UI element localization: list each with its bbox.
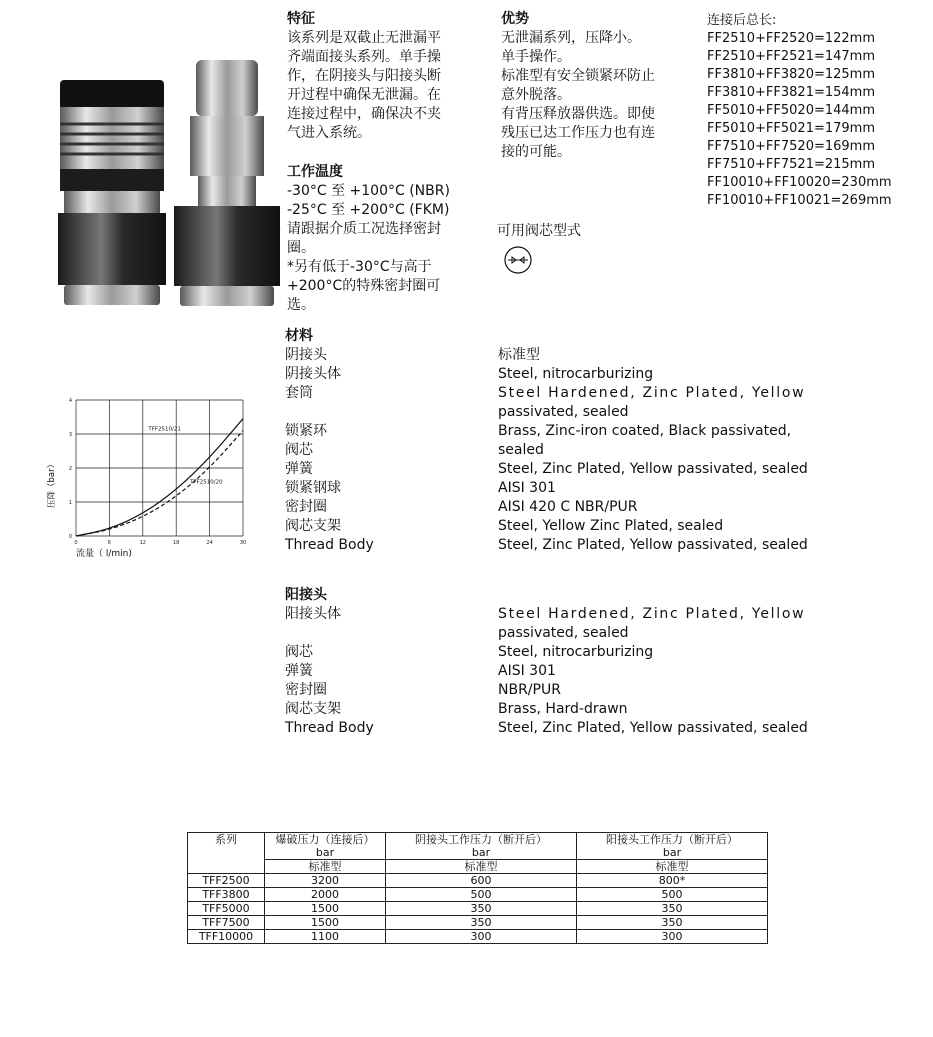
length-line: FF2510+FF2520=122mm (707, 31, 876, 46)
material-name: 阴接头体 (285, 366, 341, 382)
table-cell: 350 (386, 916, 577, 930)
material-name: Thread Body (285, 720, 374, 736)
table-header-cell: 爆破压力（连接后） (265, 833, 386, 847)
table-cell: 3200 (265, 874, 386, 888)
features-title: 特征 (287, 11, 315, 27)
table-subheader-cell: 标准型 (265, 860, 386, 874)
material-name: 锁紧钢球 (285, 480, 341, 496)
table-unit-cell: bar (386, 846, 577, 860)
material-name: 弹簧 (285, 461, 313, 477)
y-tick-label: 3 (68, 432, 72, 438)
table-cell: TFF7500 (188, 916, 265, 930)
table-cell: TFF5000 (188, 902, 265, 916)
x-tick-label: 6 (107, 540, 111, 546)
features-line: 连接过程中，确保决不夹 (287, 106, 441, 122)
advantages-line: 标准型有安全锁紧环防止 (501, 68, 655, 84)
material-value: NBR/PUR (498, 682, 561, 698)
series-label: TFF2510/20 (190, 479, 223, 486)
material-name: 阀芯支架 (285, 701, 341, 717)
temperature-line: -25°C 至 +200°C (FKM) (287, 202, 450, 218)
table-cell: 2000 (265, 888, 386, 902)
female-title: 阴接头 (285, 347, 327, 363)
table-cell: TFF2500 (188, 874, 265, 888)
temperature-line: 圈。 (287, 240, 315, 256)
table-header-cell: 阴接头工作压力（断开后） (386, 833, 577, 847)
material-value: Steel, Yellow Zinc Plated, sealed (498, 518, 724, 534)
temperature-title: 工作温度 (287, 164, 343, 180)
advantages-section (501, 10, 655, 162)
total-length-title: 连接后总长: (707, 13, 777, 28)
pressure-drop-chart (40, 390, 255, 575)
y-tick-label: 0 (68, 534, 72, 540)
material-value: Steel Hardened, Zinc Plated, Yellow (498, 606, 806, 622)
table-row (188, 874, 768, 888)
material-value-cont: passivated, sealed (498, 625, 629, 641)
table-row (188, 902, 768, 916)
table-cell: 800* (577, 874, 768, 888)
material-value: AISI 420 C NBR/PUR (498, 499, 638, 515)
y-tick-label: 1 (68, 500, 72, 506)
x-tick-label: 0 (74, 540, 78, 546)
material-value: Brass, Hard-drawn (498, 701, 628, 717)
material-value: Steel, nitrocarburizing (498, 366, 654, 382)
length-line: FF10010+FF10020=230mm (707, 175, 892, 190)
length-line: FF2510+FF2521=147mm (707, 49, 876, 64)
length-line: FF5010+FF5021=179mm (707, 121, 876, 136)
material-name: Thread Body (285, 537, 374, 553)
material-value: Steel, Zinc Plated, Yellow passivated, sealed (498, 461, 808, 477)
temperature-line: -30°C 至 +100°C (NBR) (287, 183, 450, 199)
table-cell: 1500 (265, 902, 386, 916)
pressure-table (187, 832, 768, 944)
table-row (188, 888, 768, 902)
y-tick-label: 4 (68, 398, 72, 404)
y-tick-label: 2 (68, 466, 72, 472)
features-section (287, 10, 441, 143)
material-value: AISI 301 (498, 480, 556, 496)
material-name: 阀芯支架 (285, 518, 341, 534)
advantages-line: 单手操作。 (501, 49, 571, 65)
table-cell: 500 (577, 888, 768, 902)
table-cell: 300 (577, 930, 768, 944)
length-line: FF7510+FF7521=215mm (707, 157, 876, 172)
advantages-line: 无泄漏系列，压降小。 (501, 30, 641, 46)
series-line (76, 419, 243, 536)
features-line: 该系列是双截止无泄漏平 (287, 30, 441, 46)
table-unit-cell: bar (265, 846, 386, 860)
table-cell: 1500 (265, 916, 386, 930)
female-type-label: 标准型 (498, 347, 540, 363)
materials-section (285, 327, 925, 747)
material-name: 阀芯 (285, 442, 313, 458)
length-line: FF3810+FF3821=154mm (707, 85, 876, 100)
table-header-cell: 系列 (188, 833, 265, 847)
material-name: 套筒 (285, 385, 313, 401)
table-cell: 350 (386, 902, 577, 916)
material-value: Brass, Zinc-iron coated, Black passivated, (498, 423, 792, 439)
table-cell: 1100 (265, 930, 386, 944)
table-unit-cell (188, 846, 265, 860)
material-value-cont: passivated, sealed (498, 404, 629, 420)
material-value: Steel, Zinc Plated, Yellow passivated, sealed (498, 537, 808, 553)
table-cell: 300 (386, 930, 577, 944)
features-line: 齐端面接头系列。单手操 (287, 49, 441, 65)
advantages-line: 残压已达工作压力也有连 (501, 125, 655, 141)
length-line: FF3810+FF3820=125mm (707, 67, 876, 82)
temperature-line: +200°C的特殊密封圈可 (287, 278, 441, 294)
length-line: FF5010+FF5020=144mm (707, 103, 876, 118)
table-cell: TFF3800 (188, 888, 265, 902)
material-name: 阀芯 (285, 644, 313, 660)
material-value: Steel Hardened, Zinc Plated, Yellow (498, 385, 806, 401)
flat-face-valve-icon (503, 245, 533, 275)
table-cell: 350 (577, 916, 768, 930)
x-tick-label: 24 (206, 540, 213, 546)
table-row (188, 930, 768, 944)
male-title: 阳接头 (285, 587, 327, 603)
temperature-line: 请跟据介质工况选择密封 (287, 221, 441, 237)
table-row (188, 916, 768, 930)
temperature-line: *另有低于-30°C与高于 (287, 259, 432, 275)
total-length-section (707, 12, 892, 210)
length-line: FF7510+FF7520=169mm (707, 139, 876, 154)
table-subheader-cell: 标准型 (577, 860, 768, 874)
features-line: 作，在阴接头与阳接头断 (287, 68, 441, 84)
material-name: 锁紧环 (285, 423, 327, 439)
temperature-line: 选。 (287, 297, 315, 313)
x-tick-label: 12 (139, 540, 146, 546)
material-name: 弹簧 (285, 663, 313, 679)
features-line: 开过程中确保无泄漏。在 (287, 87, 441, 103)
table-subheader-cell (188, 860, 265, 874)
material-value: AISI 301 (498, 663, 556, 679)
table-header-cell: 阳接头工作压力（断开后） (577, 833, 768, 847)
advantages-line: 意外脱落。 (501, 87, 571, 103)
temperature-section (287, 163, 450, 315)
x-tick-label: 18 (173, 540, 180, 546)
features-line: 气进入系统。 (287, 125, 371, 141)
advantages-title: 优势 (501, 11, 529, 27)
table-subheader-cell: 标准型 (386, 860, 577, 874)
material-value: Steel, Zinc Plated, Yellow passivated, sealed (498, 720, 808, 736)
advantages-line: 有背压释放器供选。即使 (501, 106, 655, 122)
material-value: Steel, nitrocarburizing (498, 644, 654, 660)
valve-types-title: 可用阀芯型式 (497, 223, 581, 239)
material-name: 密封圈 (285, 499, 327, 515)
table-cell: 600 (386, 874, 577, 888)
table-cell: TFF10000 (188, 930, 265, 944)
x-axis-label: 流量（ l/min) (76, 549, 132, 559)
y-axis-label: 压降（bar） (47, 459, 57, 508)
x-tick-label: 30 (239, 540, 247, 546)
materials-title: 材料 (285, 328, 313, 344)
table-unit-cell: bar (577, 846, 768, 860)
material-name: 阳接头体 (285, 606, 341, 622)
material-name: 密封圈 (285, 682, 327, 698)
product-photo (58, 52, 280, 310)
table-cell: 500 (386, 888, 577, 902)
material-value-cont: sealed (498, 442, 544, 458)
advantages-line: 接的可能。 (501, 144, 571, 160)
series-label: TFF2510/21 (148, 426, 181, 433)
length-line: FF10010+FF10021=269mm (707, 193, 892, 208)
table-cell: 350 (577, 902, 768, 916)
